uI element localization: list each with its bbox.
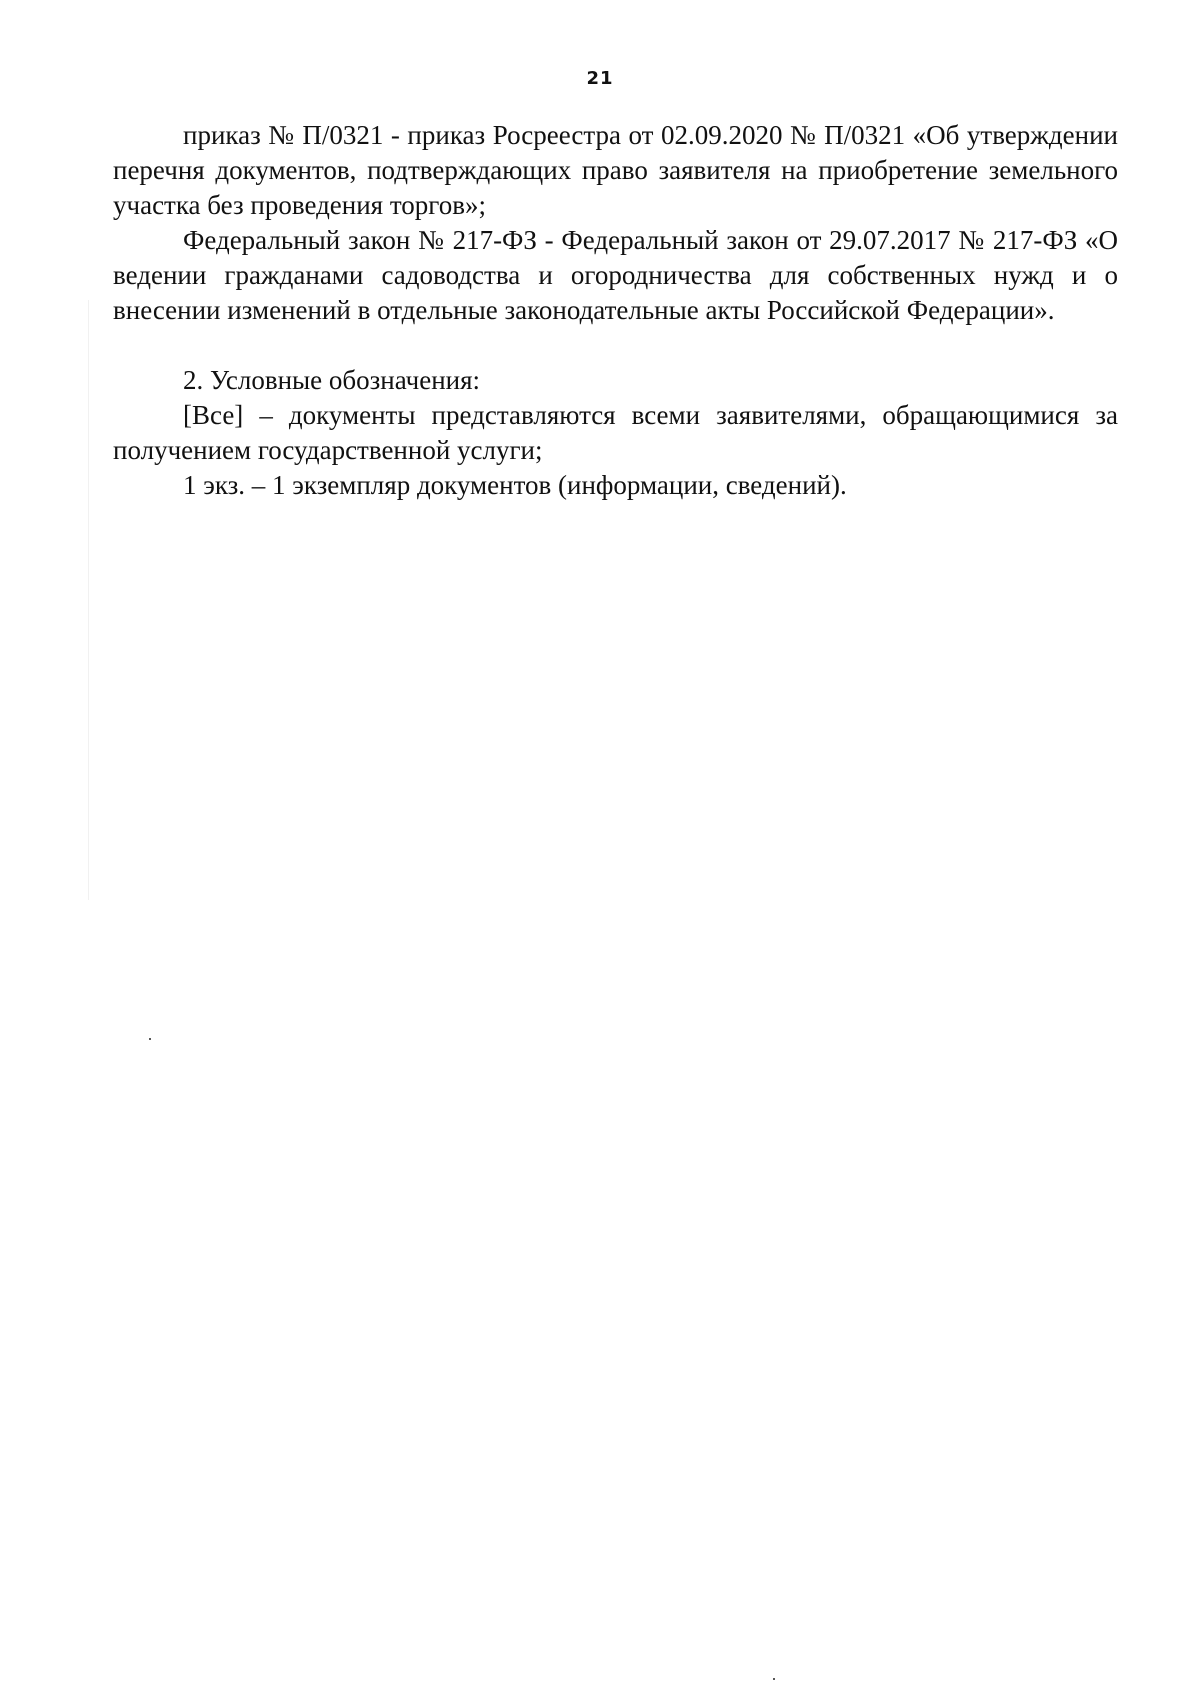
scan-margin-shadow	[88, 300, 89, 900]
scan-speck	[773, 1678, 775, 1680]
paragraph-spacer	[113, 328, 1118, 363]
definition-order-p0321: приказ № П/0321 - приказ Росреестра от 02.09.2020 № П/0321 «Об утверждении перечня документов, подтверждающих право заявителя на приобретение земельного участка без проведения торгов»;	[113, 120, 1118, 220]
definition-federal-law-217: Федеральный закон № 217-ФЗ - Федеральный закон от 29.07.2017 № 217-ФЗ «О ведении гражданами садоводства и огородничества для собственных нужд и о внесении изменений в отдельные законодательные акты Российской Федерации».	[113, 225, 1118, 325]
legend-item-all: [Все] – документы представляются всеми заявителями, обращающимися за получением государственной услуги;	[113, 400, 1118, 465]
page-number: 21	[586, 68, 614, 89]
scan-speck	[149, 1038, 151, 1040]
document-body	[113, 118, 1118, 503]
section-heading-legend: 2. Условные обозначения:	[183, 365, 481, 395]
legend-item-copy: 1 экз. – 1 экземпляр документов (информации, сведений).	[183, 470, 847, 500]
